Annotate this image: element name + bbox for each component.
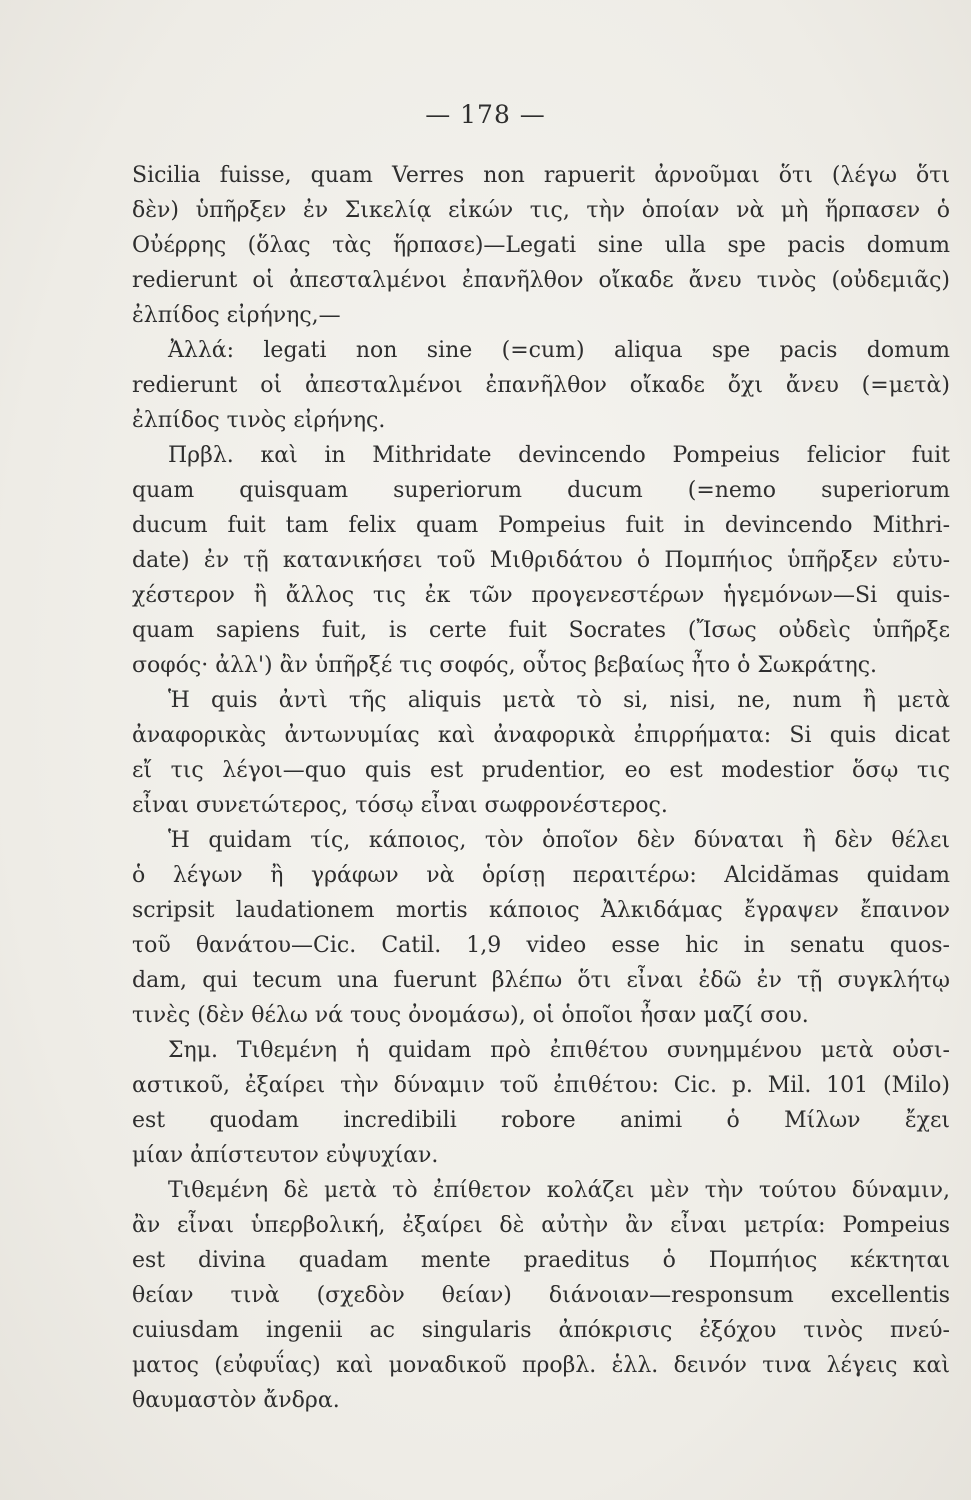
body-text — [132, 158, 950, 1418]
text-line: redierunt οἱ ἀπεσταλμένοι ἐπανῆλθον οἴκαδε ὄχι ἄνευ (=μετὰ) — [132, 373, 950, 398]
text-line: Ἀλλά: legati non sine (=cum) aliqua spe pacis domum — [168, 338, 950, 363]
text-line: ἀναφορικὰς ἀντωνυμίας καὶ ἀναφορικὰ ἐπιρρήματα: Si quis dicat — [132, 723, 950, 748]
text-line: ducum fuit tam felix quam Pompeius fuit in devincendo Mithri- — [132, 513, 950, 538]
text-line: Οὐέρρης (ὅλας τὰς ἥρπασε)—Legati sine ulla spe pacis domum — [132, 233, 950, 258]
text-line: χέστερον ἢ ἄλλος τις ἐκ τῶν προγενεστέρων ἡγεμόνων—Si quis- — [132, 583, 950, 608]
text-line: ματος (εὐφυΐας) καὶ μοναδικοῦ προβλ. ἑλλ. δεινόν τινα λέγεις καὶ — [132, 1353, 950, 1378]
text-line: est divina quadam mente praeditus ὁ Πομπήιος κέκτηται — [132, 1248, 950, 1273]
text-line: quam sapiens fuit, is certe fuit Socrates (Ἴσως οὐδεὶς ὑπῆρξε — [132, 618, 950, 643]
text-line: ἐλπίδος τινὸς εἰρήνης. — [132, 408, 386, 433]
text-line: quam quisquam superiorum ducum (=nemo superiorum — [132, 478, 950, 503]
text-line: Σημ. Τιθεμένη ἡ quidam πρὸ ἐπιθέτου συνημμένου μετὰ οὐσι- — [168, 1038, 950, 1063]
text-line: μίαν ἀπίστευτον εὐψυχίαν. — [132, 1143, 439, 1168]
text-line: redierunt οἱ ἀπεσταλμένοι ἐπανῆλθον οἴκαδε ἄνευ τινὸς (οὐδεμιᾶς) — [132, 268, 950, 293]
text-line: Ἡ quidam τίς, κάποιος, τὸν ὁποῖον δὲν δύναται ἢ δὲν θέλει — [168, 828, 950, 853]
text-line: σοφός· ἀλλ') ἂν ὑπῆρξέ τις σοφός, οὗτος βεβαίως ἦτο ὁ Σωκράτης. — [132, 653, 878, 678]
text-line: ὁ λέγων ἢ γράφων νὰ ὁρίσῃ περαιτέρω: Alcidămas quidam — [132, 863, 950, 888]
text-line: τοῦ θανάτου—Cic. Catil. 1,9 video esse hic in senatu quos- — [132, 933, 950, 958]
text-line: Sicilia fuisse, quam Verres non rapuerit ἀρνοῦμαι ὅτι (λέγω ὅτι — [132, 163, 950, 188]
text-line: Τιθεμένη δὲ μετὰ τὸ ἐπίθετον κολάζει μὲν τὴν τούτου δύναμιν, — [168, 1178, 950, 1203]
text-line: αστικοῦ, ἐξαίρει τὴν δύναμιν τοῦ ἐπιθέτου: Cic. p. Mil. 101 (Milo) — [132, 1073, 950, 1098]
text-line: cuiusdam ingenii ac singularis ἀπόκρισις ἐξόχου τινὸς πνεύ- — [132, 1318, 950, 1343]
text-line: scripsit laudationem mortis κάποιος Ἀλκιδάμας ἔγραψεν ἔπαινον — [132, 898, 950, 923]
text-line: Ἡ quis ἀντὶ τῆς aliquis μετὰ τὸ si, nisi, ne, num ἢ μετὰ — [168, 688, 950, 713]
text-line: ἂν εἶναι ὑπερβολική, ἐξαίρει δὲ αὐτὴν ἂν εἶναι μετρία: Pompeius — [132, 1213, 950, 1238]
text-line: est quodam incredibili robore animi ὁ Μίλων ἔχει — [132, 1108, 950, 1133]
text-line: dam, qui tecum una fuerunt βλέπω ὅτι εἶναι ἐδῶ ἐν τῇ συγκλήτῳ — [132, 968, 950, 993]
text-line: ἐλπίδος εἰρήνης,— — [132, 303, 341, 328]
text-line: θείαν τινὰ (σχεδὸν θείαν) διάνοιαν—responsum excellentis — [132, 1283, 950, 1308]
text-line: δὲν) ὑπῆρξεν ἐν Σικελίᾳ εἰκών τις, τὴν ὁποίαν νὰ μὴ ἥρπασεν ὁ — [132, 198, 950, 223]
text-line: εἶναι συνετώτερος, τόσῳ εἶναι σωφρονέστερος. — [132, 793, 668, 818]
text-line: Πρβλ. καὶ in Mithridate devincendo Pompeius felicior fuit — [168, 443, 950, 468]
page-number: — 178 — — [425, 100, 546, 129]
text-line: τινὲς (δὲν θέλω νά τους ὀνομάσω), οἱ ὁποῖοι ἦσαν μαζί σου. — [132, 1003, 809, 1028]
text-line: εἴ τις λέγοι—quo quis est prudentior, eo est modestior ὅσῳ τις — [132, 758, 950, 783]
text-line: θαυμαστὸν ἄνδρα. — [132, 1388, 340, 1413]
text-line: date) ἐν τῇ κατανικήσει τοῦ Μιθριδάτου ὁ Πομπήιος ὑπῆρξεν εὐτυ- — [132, 548, 950, 573]
